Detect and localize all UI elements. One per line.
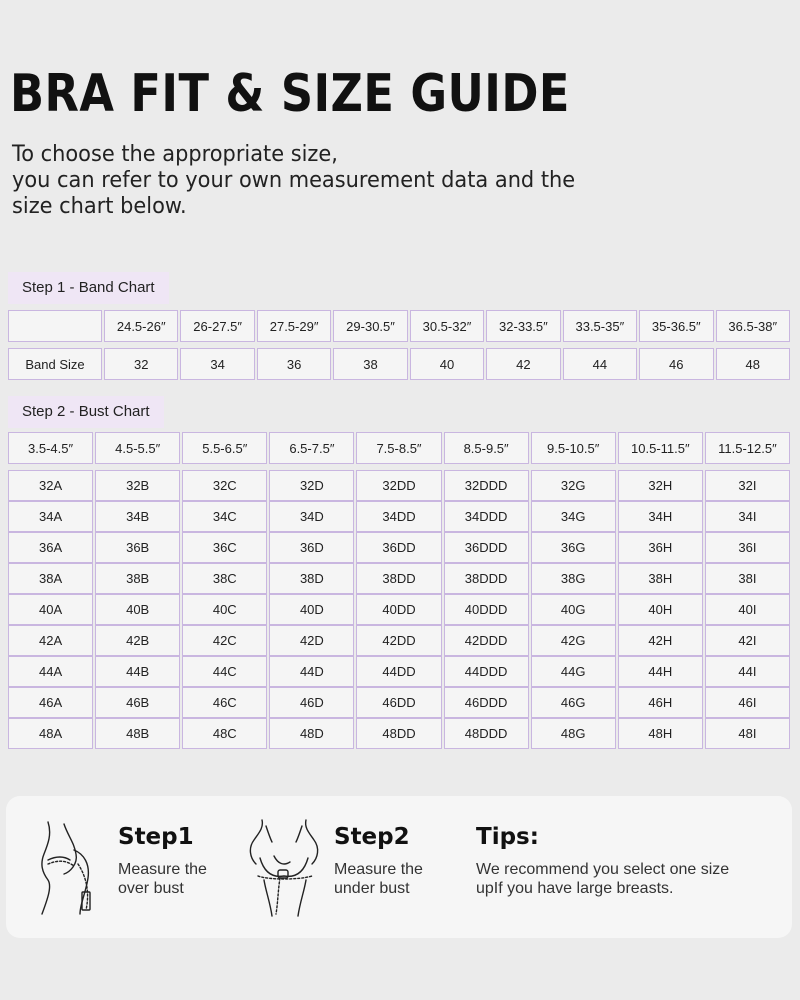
band-size-cell: 38 [333,348,407,380]
bra-size-cell: 44DDD [444,656,529,687]
bust-measurement-cell: 5.5-6.5″ [182,432,267,464]
table-row [8,501,790,532]
bust-measurement-cell: 4.5-5.5″ [95,432,180,464]
bust-measurement-cell: 7.5-8.5″ [356,432,441,464]
bra-size-cell: 32DDD [444,470,529,501]
measure-over-bust-icon [34,820,100,916]
bra-size-cell: 36B [95,532,180,563]
table-row [8,718,790,749]
bra-size-cell: 40B [95,594,180,625]
bra-size-cell: 42DD [356,625,441,656]
bust-measurement-cell: 6.5-7.5″ [269,432,354,464]
bust-measurement-cell: 11.5-12.5″ [705,432,790,464]
step2-line: under bust [334,880,410,897]
bra-size-cell: 46B [95,687,180,718]
bust-measurement-cell: 3.5-4.5″ [8,432,93,464]
bra-size-cell: 42I [705,625,790,656]
bra-size-cell: 38DDD [444,563,529,594]
bra-size-cell: 40G [531,594,616,625]
band-size-cell: 44 [563,348,637,380]
bra-size-cell: 36G [531,532,616,563]
band-size-cell: 46 [639,348,713,380]
table-row [8,594,790,625]
bra-size-cell: 40D [269,594,354,625]
bra-size-cell: 34DDD [444,501,529,532]
bra-size-cell: 42B [95,625,180,656]
bra-size-cell: 34C [182,501,267,532]
bra-size-cell: 48DD [356,718,441,749]
bra-size-cell: 44C [182,656,267,687]
bra-size-cell: 48DDD [444,718,529,749]
band-measurement-row [6,310,792,342]
tips-line: upIf you have large breasts. [476,880,674,897]
subtitle-line: you can refer to your own measurement data and the [12,168,576,193]
bra-size-cell: 38H [618,563,703,594]
band-measurement-cell: 35-36.5″ [639,310,713,342]
bra-size-cell: 40DD [356,594,441,625]
bra-size-cell: 36H [618,532,703,563]
band-measurement-cell: 27.5-29″ [257,310,331,342]
step2-title: Step2 [334,824,410,850]
bra-size-cell: 42H [618,625,703,656]
measure-under-bust-icon [244,818,326,918]
bra-size-cell: 42D [269,625,354,656]
bra-size-cell: 38I [705,563,790,594]
bra-size-cell: 46A [8,687,93,718]
bra-size-cell: 36C [182,532,267,563]
bra-size-cell: 42C [182,625,267,656]
band-size-cell: 42 [486,348,560,380]
bra-size-cell: 44A [8,656,93,687]
subtitle-line: size chart below. [12,194,187,219]
bra-size-cell: 38G [531,563,616,594]
band-header-blank-cell [8,310,102,342]
step2-description [334,860,423,898]
bust-measurement-cell: 10.5-11.5″ [618,432,703,464]
table-row [8,563,790,594]
bust-chart-label: Step 2 - Bust Chart [8,396,164,428]
measurement-instructions-card [6,796,792,938]
bra-size-cell: 36A [8,532,93,563]
bra-size-cell: 44H [618,656,703,687]
bust-size-table [6,470,792,749]
bra-size-cell: 48A [8,718,93,749]
bra-size-cell: 46H [618,687,703,718]
bra-size-cell: 32A [8,470,93,501]
bust-measurement-row [6,432,792,464]
table-row [8,656,790,687]
bra-size-cell: 32C [182,470,267,501]
bra-size-cell: 32G [531,470,616,501]
bra-size-cell: 44I [705,656,790,687]
bra-size-cell: 40DDD [444,594,529,625]
step1-title: Step1 [118,824,194,850]
bra-size-cell: 42DDD [444,625,529,656]
table-row [8,687,790,718]
bra-size-cell: 44B [95,656,180,687]
subtitle-line: To choose the appropriate size, [12,142,338,167]
band-size-cell: 32 [104,348,178,380]
bra-size-cell: 46DDD [444,687,529,718]
band-measurement-cell: 30.5-32″ [410,310,484,342]
bra-size-cell: 38DD [356,563,441,594]
step1-description [118,860,207,898]
bust-measurement-cell: 8.5-9.5″ [444,432,529,464]
bra-size-cell: 40C [182,594,267,625]
bra-size-cell: 34D [269,501,354,532]
step2-line: Measure the [334,861,423,878]
bra-size-cell: 34DD [356,501,441,532]
bra-size-cell: 48B [95,718,180,749]
bra-size-cell: 38C [182,563,267,594]
band-size-cell: 48 [716,348,791,380]
bra-size-cell: 36I [705,532,790,563]
band-size-cell: 40 [410,348,484,380]
bra-size-cell: 40A [8,594,93,625]
tips-title: Tips: [476,824,539,850]
bra-size-cell: 40H [618,594,703,625]
bra-size-cell: 48G [531,718,616,749]
bra-size-cell: 32H [618,470,703,501]
table-row [8,625,790,656]
tips-line: We recommend you select one size [476,861,730,878]
bra-size-cell: 48D [269,718,354,749]
bra-size-cell: 40I [705,594,790,625]
band-measurement-cell: 32-33.5″ [486,310,560,342]
bra-size-cell: 46D [269,687,354,718]
step1-line: Measure the [118,861,207,878]
bra-size-cell: 46DD [356,687,441,718]
page-subtitle [12,142,575,220]
bra-size-cell: 34A [8,501,93,532]
band-size-cell: 36 [257,348,331,380]
bra-size-cell: 34H [618,501,703,532]
bra-size-cell: 34B [95,501,180,532]
bra-size-cell: 32I [705,470,790,501]
band-measurement-cell: 24.5-26″ [104,310,178,342]
bra-size-cell: 46I [705,687,790,718]
band-measurement-cell: 36.5-38″ [716,310,791,342]
bra-size-cell: 42A [8,625,93,656]
band-chart-label: Step 1 - Band Chart [8,272,169,304]
band-measurement-cell: 29-30.5″ [333,310,407,342]
tips-description [476,860,729,898]
bra-size-cell: 38B [95,563,180,594]
bra-size-cell: 34I [705,501,790,532]
table-row [8,532,790,563]
band-size-cell: 34 [180,348,254,380]
band-measurement-cell: 33.5-35″ [563,310,637,342]
bra-size-cell: 44DD [356,656,441,687]
bra-size-cell: 32B [95,470,180,501]
bra-size-cell: 48C [182,718,267,749]
band-size-row [6,348,792,380]
bra-size-cell: 46C [182,687,267,718]
bust-measurement-cell: 9.5-10.5″ [531,432,616,464]
bra-size-cell: 46G [531,687,616,718]
bra-size-cell: 36DDD [444,532,529,563]
bra-size-cell: 34G [531,501,616,532]
step1-line: over bust [118,880,184,897]
bra-size-cell: 32DD [356,470,441,501]
table-row [8,470,790,501]
bra-size-cell: 48H [618,718,703,749]
band-size-row-label: Band Size [8,348,102,380]
bra-size-cell: 38D [269,563,354,594]
bra-size-cell: 48I [705,718,790,749]
bra-size-cell: 32D [269,470,354,501]
bra-size-cell: 36D [269,532,354,563]
bra-size-cell: 36DD [356,532,441,563]
bra-size-cell: 44G [531,656,616,687]
band-measurement-cell: 26-27.5″ [180,310,254,342]
page-title: BRA FIT & SIZE GUIDE [10,64,570,124]
bra-size-cell: 42G [531,625,616,656]
bra-size-cell: 44D [269,656,354,687]
bra-size-cell: 38A [8,563,93,594]
